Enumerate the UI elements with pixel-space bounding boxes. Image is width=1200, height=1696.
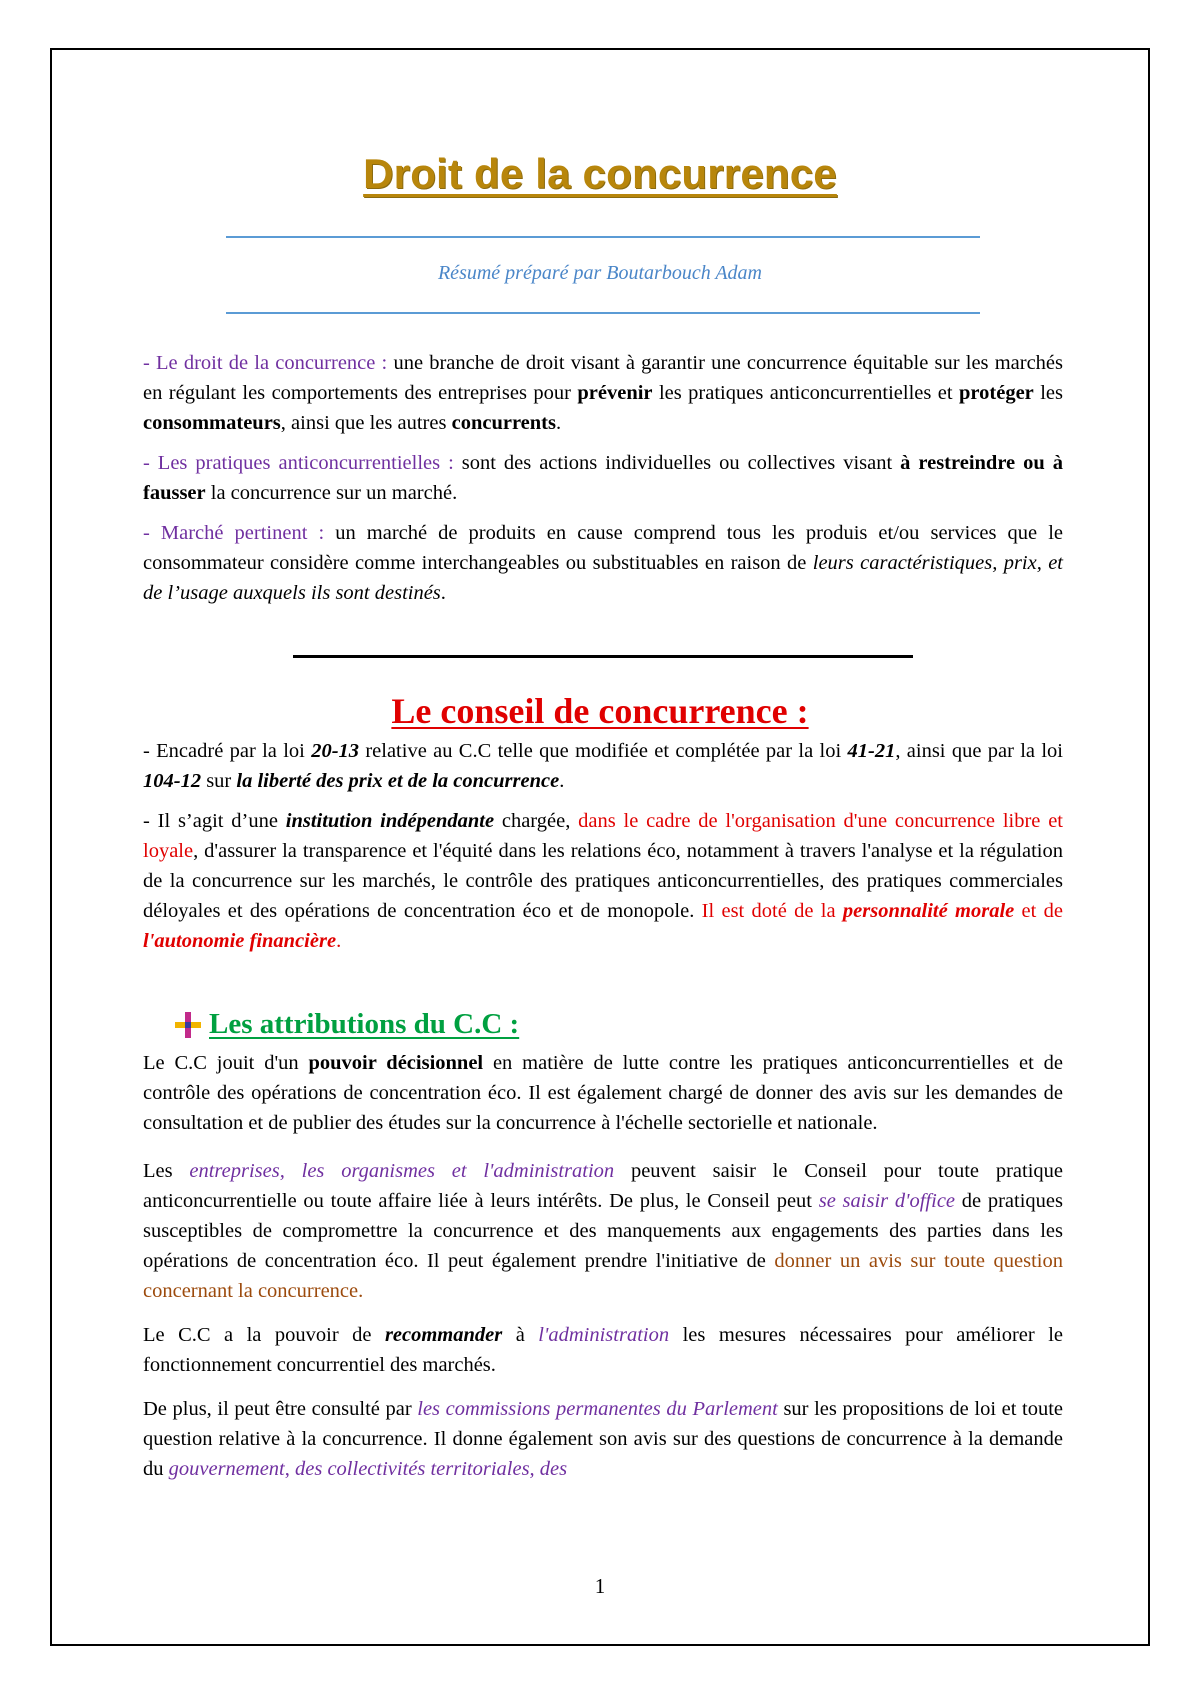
- definition-marche: - Marché pertinent : un marché de produits en cause comprend tous les produis et/ou services que le consommateur considère comme interchangeables ou substituables en raison de leurs caractéristiques, prix, et de l’usage auxquels ils sont destinés.: [143, 522, 1064, 604]
- section-title-conseil: Le conseil de concurrence :: [391, 691, 809, 731]
- plus-bullet-icon: [175, 1012, 201, 1038]
- conseil-nature: - Il s’agit d’une institution indépendante chargée, dans le cadre de l'organisation d'une concurrence libre et loyale, d'assurer la transparence et l'équité dans les relations éco, notamment à travers l'analyse et la régulation de la concurrence sur les marchés, le contrôle des pratiques anticoncurrentielles, des pratiques commerciales déloyales et des opérations de concentration éco et de monopole. Il est doté de la personnalité morale et de l'autonomie financière.: [143, 810, 1064, 952]
- page-number: 1: [594, 1574, 606, 1598]
- document-title: Droit de la concurrence: [363, 150, 837, 197]
- attributions-para-4: De plus, il peut être consulté par les commissions permanentes du Parlement sur les propositions de loi et toute question relative à la concurrence. Il donne également son avis sur des questions de concurrence à la demande du gouvernement, des collectivités territoriales, des: [143, 1398, 1063, 1480]
- term-label: - Marché pertinent :: [143, 522, 325, 544]
- term-label: - Les pratiques anticoncurrentielles :: [143, 452, 454, 474]
- conseil-block: [143, 736, 1063, 956]
- attributions-para-1: Le C.C jouit d'un pouvoir décisionnel en matière de lutte contre les pratiques anticoncurrentielles et de contrôle des opérations de concentration éco. Il est également chargé de donner des avis sur les demandes de consultation et de publier des études sur la concurrence à l'échelle sectorielle et nationale.: [143, 1052, 1064, 1134]
- title-rule-bottom: [226, 312, 980, 314]
- document-subtitle: Résumé préparé par Boutarbouch Adam: [437, 262, 763, 284]
- term-label: - Le droit de la concurrence :: [143, 352, 388, 374]
- attributions-para-3: Le C.C a la pouvoir de recommander à l'administration les mesures nécessaires pour améliorer le fonctionnement concurrentiel des marchés.: [143, 1324, 1063, 1376]
- definition-droit: - Le droit de la concurrence : une branche de droit visant à garantir une concurrence équitable sur les marchés en régulant les comportements des entreprises pour prévenir les pratiques anticoncurrentielles et protéger les consommateurs, ainsi que les autres concurrents.: [143, 352, 1064, 434]
- definition-pratiques: - Les pratiques anticoncurrentielles : sont des actions individuelles ou collectives visant à restreindre ou à fausser la concurrence sur un marché.: [143, 452, 1064, 504]
- title-rule-top: [226, 236, 980, 238]
- section-divider: [293, 655, 913, 658]
- definitions-block: [143, 348, 1063, 608]
- attributions-para-2: Les entreprises, les organismes et l'administration peuvent saisir le Conseil pour toute pratique anticoncurrentielle ou toute affaire liée à leurs intérêts. De plus, le Conseil peut se saisir d'office de pratiques susceptibles de compromettre la concurrence et des manquements aux engagements des parties dans les opérations de concentration éco. Il peut également prendre l'initiative de donner un avis sur toute question concernant la concurrence.: [143, 1160, 1063, 1302]
- attributions-block: [143, 1048, 1063, 1484]
- subsection-title-attributions: Les attributions du C.C :: [175, 1008, 519, 1041]
- conseil-intro: - Encadré par la loi 20-13 relative au C.C telle que modifiée et complétée par la loi 41-21, ainsi que par la loi 104-12 sur la liberté des prix et de la concurrence.: [143, 740, 1063, 792]
